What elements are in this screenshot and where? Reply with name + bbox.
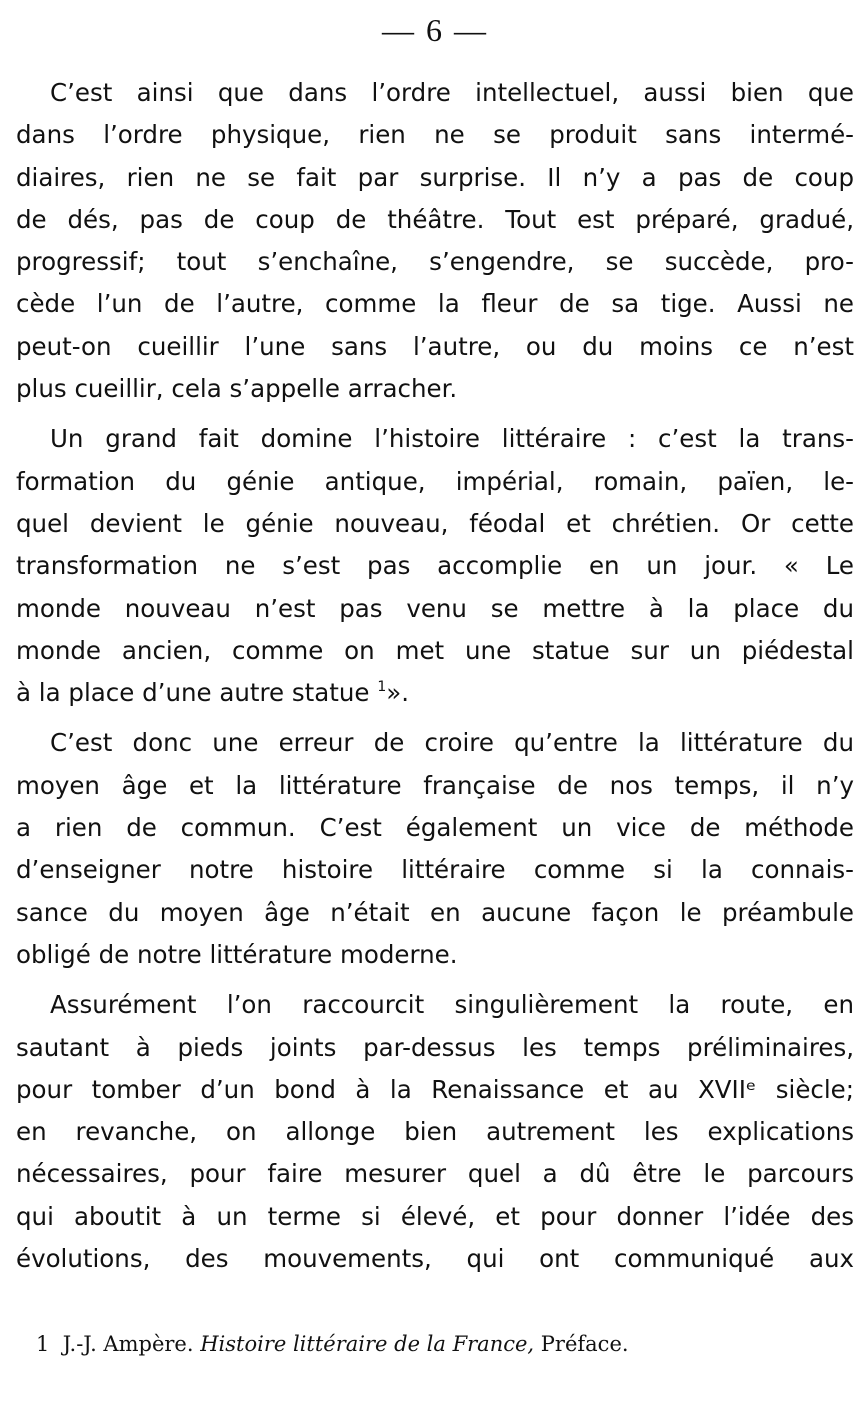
footnote-ref[interactable]: 1 (377, 679, 387, 696)
text-line: Assurément l’on raccourcit singulièrement la route, en (50, 990, 854, 1020)
text-line: diaires, rien ne se fait par surprise. Il n’y a pas de coup (16, 162, 854, 192)
text-line: pour tomber d’un bond à la Renaissance et au XVIIᵉ siècle; (16, 1074, 854, 1104)
text-line: à la place d’une autre statue (16, 678, 370, 708)
text-line: monde nouveau n’est pas venu se mettre à la place du (16, 593, 854, 623)
text-line: en revanche, on allonge bien autrement les explications (16, 1117, 854, 1147)
paragraph-3 (16, 722, 854, 976)
page (16, 10, 854, 1390)
text-line-end: ». (386, 678, 410, 708)
text-line: cède l’un de l’autre, comme la fleur de sa tige. Aussi ne (16, 289, 854, 319)
text-line: moyen âge et la littérature française de nos temps, il n’y (16, 770, 854, 800)
text-line: monde ancien, comme on met une statue sur un piédestal (16, 635, 854, 665)
text-line: obligé de notre littérature moderne. (16, 939, 458, 969)
text-line: formation du génie antique, impérial, romain, païen, le- (16, 466, 854, 496)
text-line: de dés, pas de coup de théâtre. Tout est préparé, gradué, (16, 204, 854, 234)
text-line: évolutions, des mouvements, qui ont communiqué aux (16, 1244, 854, 1274)
text-line: Un grand fait domine l’histoire littéraire : c’est la trans- (50, 424, 854, 454)
text-line: C’est ainsi que dans l’ordre intellectuel, aussi bien que (50, 78, 854, 107)
paragraph-2 (16, 418, 854, 714)
text-line-with-ref (16, 672, 854, 714)
footnote (36, 1328, 854, 1360)
page-number: — 6 — (382, 12, 488, 48)
text-line: sautant à pieds joints par-dessus les temps préliminaires, (16, 1032, 854, 1062)
footnote-number: 1 (36, 1332, 50, 1356)
text-line: sance du moyen âge n’était en aucune façon le préambule (16, 897, 854, 927)
text-line: quel devient le génie nouveau, féodal et chrétien. Or cette (16, 508, 854, 538)
text-line: qui aboutit à un terme si élevé, et pour donner l’idée des (16, 1201, 854, 1231)
footnote-rest: Préface. (540, 1332, 629, 1356)
paragraph-4 (16, 984, 854, 1280)
body-text (16, 72, 854, 1288)
text-line: dans l’ordre physique, rien ne se produit sans intermé- (16, 120, 854, 150)
text-line: peut-on cueillir l’une sans l’autre, ou du moins ce n’est (16, 331, 854, 361)
text-line: progressif; tout s’enchaîne, s’engendre, se succède, pro- (16, 247, 854, 277)
text-line: a rien de commun. C’est également un vice de méthode (16, 813, 854, 843)
text-line: C’est donc une erreur de croire qu’entre la littérature du (50, 728, 854, 758)
text-line: transformation ne s’est pas accomplie en un jour. « Le (16, 551, 854, 581)
text-line: nécessaires, pour faire mesurer quel a dû être le parcours (16, 1159, 854, 1189)
footnote-title: Histoire littéraire de la France, (200, 1332, 535, 1356)
text-line: plus cueillir, cela s’appelle arracher. (16, 374, 458, 404)
paragraph-1 (16, 72, 854, 410)
text-line: d’enseigner notre histoire littéraire comme si la connais- (16, 855, 854, 885)
footnote-author: J.-J. Ampère. (62, 1332, 194, 1356)
